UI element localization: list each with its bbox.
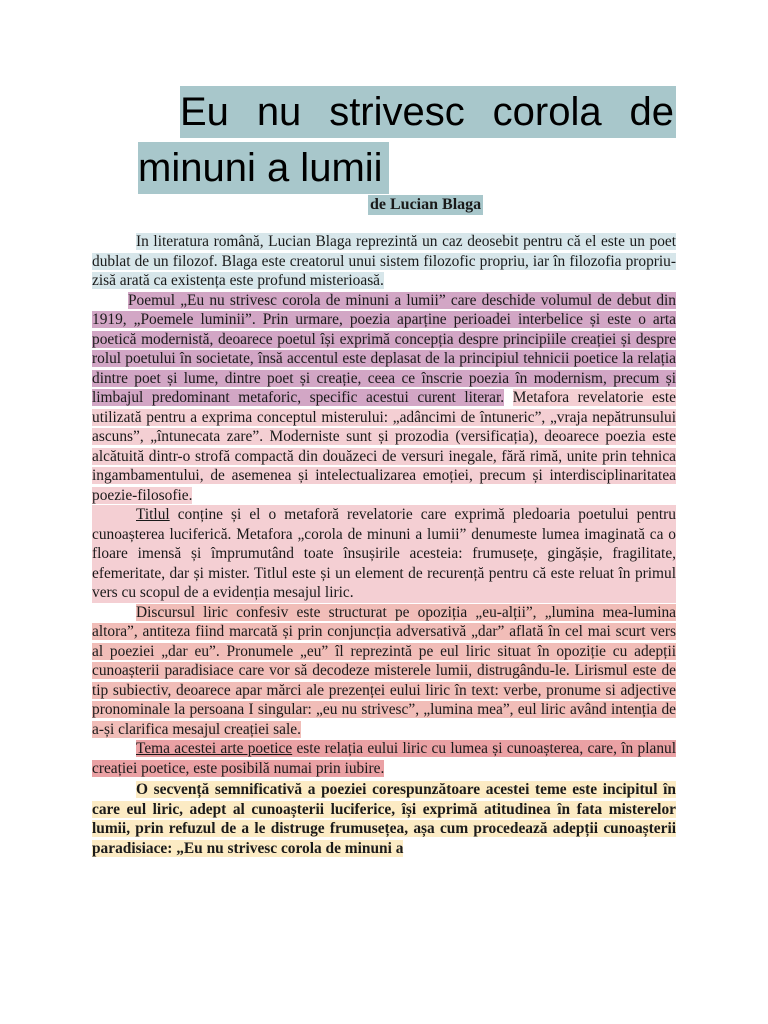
paragraph-text: Discursul liric confesiv este structurat pe opoziția „eu-alții”, „lumina mea-lumina altora”, antiteza fiind marcată și prin conjuncția adversativă „dar” aflată în cel mai scurt vers al poeziei „dar eu”. Pronumele „eu” îl reprezintă pe eul liric situat în opoziție cu adepții cunoașterii paradisiace care vor să decodeze misterele lumii, distrugându-le. Lirismul este de tip subiectiv, deoarece apar mărci ale prezenței eului liric în text: verbe, pronume si adjective pronominale la persoana I singular: „eu nu strivesc”, „lumina mea”, eul liric având intenția de a-și clarifica mesajul creației sale. [92,603,676,738]
paragraph-text-group [92,740,676,777]
title-word: Eu [180,90,229,134]
title-word: de [629,90,674,134]
title-word: nu [256,90,302,134]
underlined-word: Titlul [136,506,170,523]
paragraph-discourse [92,603,676,740]
title-line-1 [180,86,676,138]
paragraph-text: Poemul „Eu nu strivesc corola de minuni a lumii” care deschide volumul de debut din 1919, „Poemele luminii”. Prin urmare, poezia aparține perioadei interbelice și este o arta poetică modernistă, deoarece poetul își exprimă concepția despre principiile creației și despre rolul poetului în societate, însă accentul este deplasat de la principiul tehnicii poetice la relația dintre poet și lume, dintre poet și creație, ceea ce înscrie poezia în modernism, precum și limbajul predominant metaforic, specific acestui curent literar. [92,291,676,406]
essay-body [92,232,676,858]
paragraph-poem [92,291,676,506]
title-word: strivesc [329,90,465,134]
paragraph-text: In literatura română, Lucian Blaga reprezintă un caz deosebit pentru că el este un poet dublat de un filozof. Blaga este creatorul unui sistem filozofic propriu, iar în filozofia propriu-zisă arată ca existența este profund misterioasă. [92,233,676,289]
title-word: corola [492,90,602,134]
paragraph-intro [92,232,676,291]
paragraph-theme [92,739,676,778]
paragraph-text: Metafora revelatorie este utilizată pentru a exprima conceptul misterului: „adâncimi de întuneric”, „vraja nepătrunsului ascuns”, „întunecata zare”. Moderniste sunt și prozodia (versificația), deoarece poezia este alcătuită dintr-o strofă compactă din douăzeci de versuri inegale, fără rimă, unite prin tehnica ingambamentului, de asemenea și intelectualizarea emoției, precum și interdisciplinaritatea poezie-filosofie. [92,389,676,504]
paragraph-text: este relația eului liric cu lumea și cunoașterea, care, în planul creației poetice, este posibilă numai prin iubire. [92,740,676,777]
author-line: de Lucian Blaga [370,196,482,213]
paragraph-title [92,505,676,603]
document-title [138,86,676,194]
underlined-phrase: Tema acestei arte poetice [136,740,293,757]
paragraph-text: O secvență semnificativă a poeziei corespunzătoare acestei teme este incipitul în care eul liric, adept al cunoașterii luciferice, își exprimă atitudinea în fata misterelor lumii, prin refuzul de a le distruge frumusețea, așa cum procedează adepții cunoașterii paradisiace: „Eu nu strivesc corola de minuni a [92,781,676,857]
paragraph-text: conține și el o metaforă revelatorie care exprimă pledoaria poetului pentru cunoașterea luciferică. Metafora „corola de minuni a lumii” denumeste lumea imaginată ca o floare imensă și împrumutând toate însușirile acesteia: frumusețe, gingășie, fragilitate, efemeritate, dar și mister. Titlul este și un element de recurență pentru că este reluat în primul vers cu scopul de a evidenția mesajul liric. [92,506,676,601]
paragraph-sequence [92,780,676,858]
title-line-2: minuni a lumii [138,142,389,194]
